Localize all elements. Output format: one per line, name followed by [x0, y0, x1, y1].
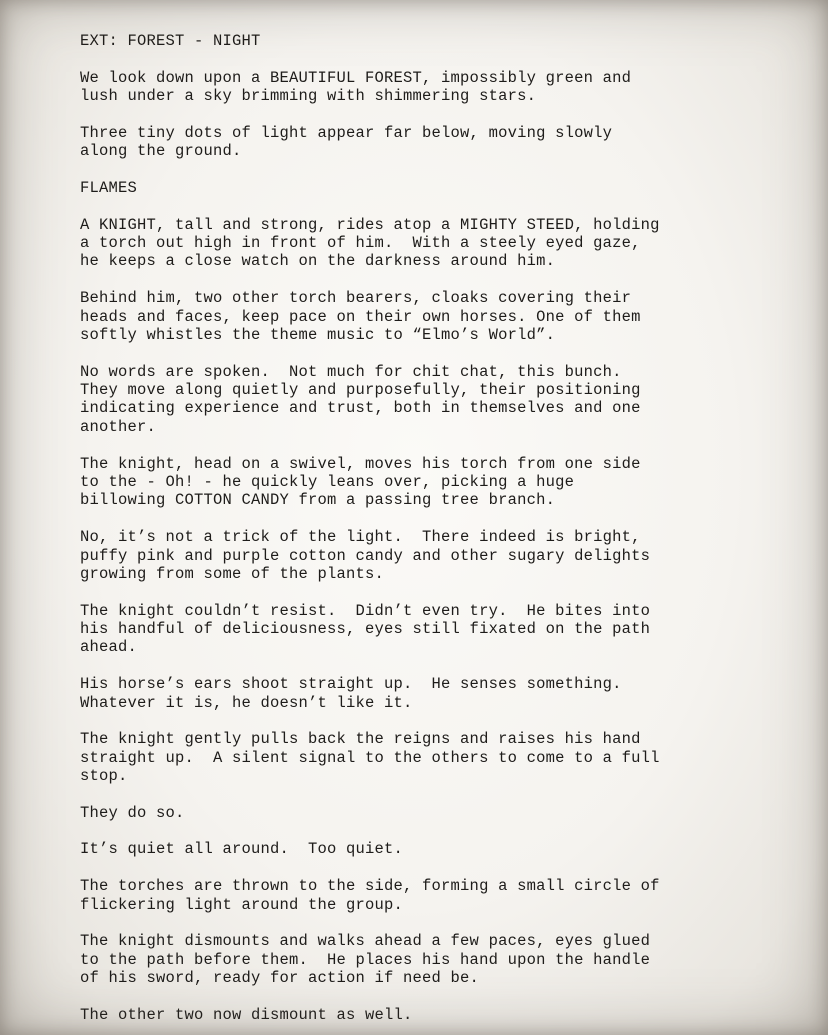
script-line: growing from some of the plants. — [80, 564, 385, 583]
script-line: Three tiny dots of light appear far below, moving slowly — [80, 123, 613, 142]
script-line: The knight couldn’t resist. Didn’t even try. He bites into — [80, 601, 651, 620]
action-paragraph — [80, 216, 780, 271]
action-paragraph — [80, 363, 780, 437]
action-paragraph — [80, 124, 780, 161]
script-line: The other two now dismount as well. — [80, 1005, 413, 1024]
action-paragraph — [80, 455, 780, 510]
script-line: No words are spoken. Not much for chit chat, this bunch. — [80, 362, 622, 381]
script-line: No, it’s not a trick of the light. There indeed is bright, — [80, 528, 641, 547]
script-line: stop. — [80, 767, 128, 786]
script-line: indicating experience and trust, both in themselves and one — [80, 399, 641, 418]
action-paragraph — [80, 528, 780, 583]
script-line: a torch out high in front of him. With a steely eyed gaze, — [80, 234, 641, 253]
script-line: The knight gently pulls back the reigns and raises his hand — [80, 730, 641, 749]
script-line: heads and faces, keep pace on their own horses. One of them — [80, 307, 641, 326]
action-paragraphs — [80, 69, 780, 1024]
action-paragraph — [80, 675, 780, 712]
action-paragraph — [80, 932, 780, 987]
script-line: ahead. — [80, 638, 138, 657]
action-paragraph — [80, 289, 780, 344]
script-line: softly whistles the theme music to “Elmo’s World”. — [80, 325, 556, 344]
script-line: his handful of deliciousness, eyes still fixated on the path — [80, 620, 651, 639]
script-line: Whatever it is, he doesn’t like it. — [80, 693, 413, 712]
script-line: His horse’s ears shoot straight up. He senses something. — [80, 675, 622, 694]
action-paragraph — [80, 840, 780, 858]
script-line: of his sword, ready for action if need be. — [80, 969, 480, 988]
script-line: he keeps a close watch on the darkness around him. — [80, 252, 556, 271]
script-line: billowing COTTON CANDY from a passing tree branch. — [80, 491, 556, 510]
action-paragraph — [80, 1006, 780, 1024]
action-paragraph — [80, 730, 780, 785]
action-paragraph — [80, 602, 780, 657]
script-line: We look down upon a BEAUTIFUL FOREST, impossibly green and — [80, 68, 632, 87]
script-line: to the path before them. He places his hand upon the handle — [80, 950, 651, 969]
script-line: lush under a sky brimming with shimmering stars. — [80, 87, 537, 106]
action-paragraph — [80, 877, 780, 914]
script-line: along the ground. — [80, 142, 242, 161]
screenplay-text — [80, 32, 780, 1035]
script-line: The torches are thrown to the side, forming a small circle of — [80, 877, 660, 896]
script-line: puffy pink and purple cotton candy and other sugary delights — [80, 546, 651, 565]
script-line: The knight, head on a swivel, moves his torch from one side — [80, 454, 641, 473]
action-paragraph — [80, 804, 780, 822]
script-line: A KNIGHT, tall and strong, rides atop a MIGHTY STEED, holding — [80, 215, 660, 234]
script-line: Behind him, two other torch bearers, cloaks covering their — [80, 289, 632, 308]
script-line: flickering light around the group. — [80, 895, 404, 914]
script-line: FLAMES — [80, 178, 138, 197]
scene-heading: EXT: FOREST - NIGHT — [80, 32, 261, 50]
script-line: straight up. A silent signal to the others to come to a full — [80, 748, 660, 767]
script-line: The knight dismounts and walks ahead a few paces, eyes glued — [80, 932, 651, 951]
script-line: It’s quiet all around. Too quiet. — [80, 840, 404, 859]
script-line: to the - Oh! - he quickly leans over, picking a huge — [80, 472, 575, 491]
action-paragraph — [80, 69, 780, 106]
script-line: another. — [80, 417, 157, 436]
script-line: They do so. — [80, 803, 185, 822]
transition-line — [80, 179, 780, 197]
script-line: They move along quietly and purposefully, their positioning — [80, 381, 641, 400]
